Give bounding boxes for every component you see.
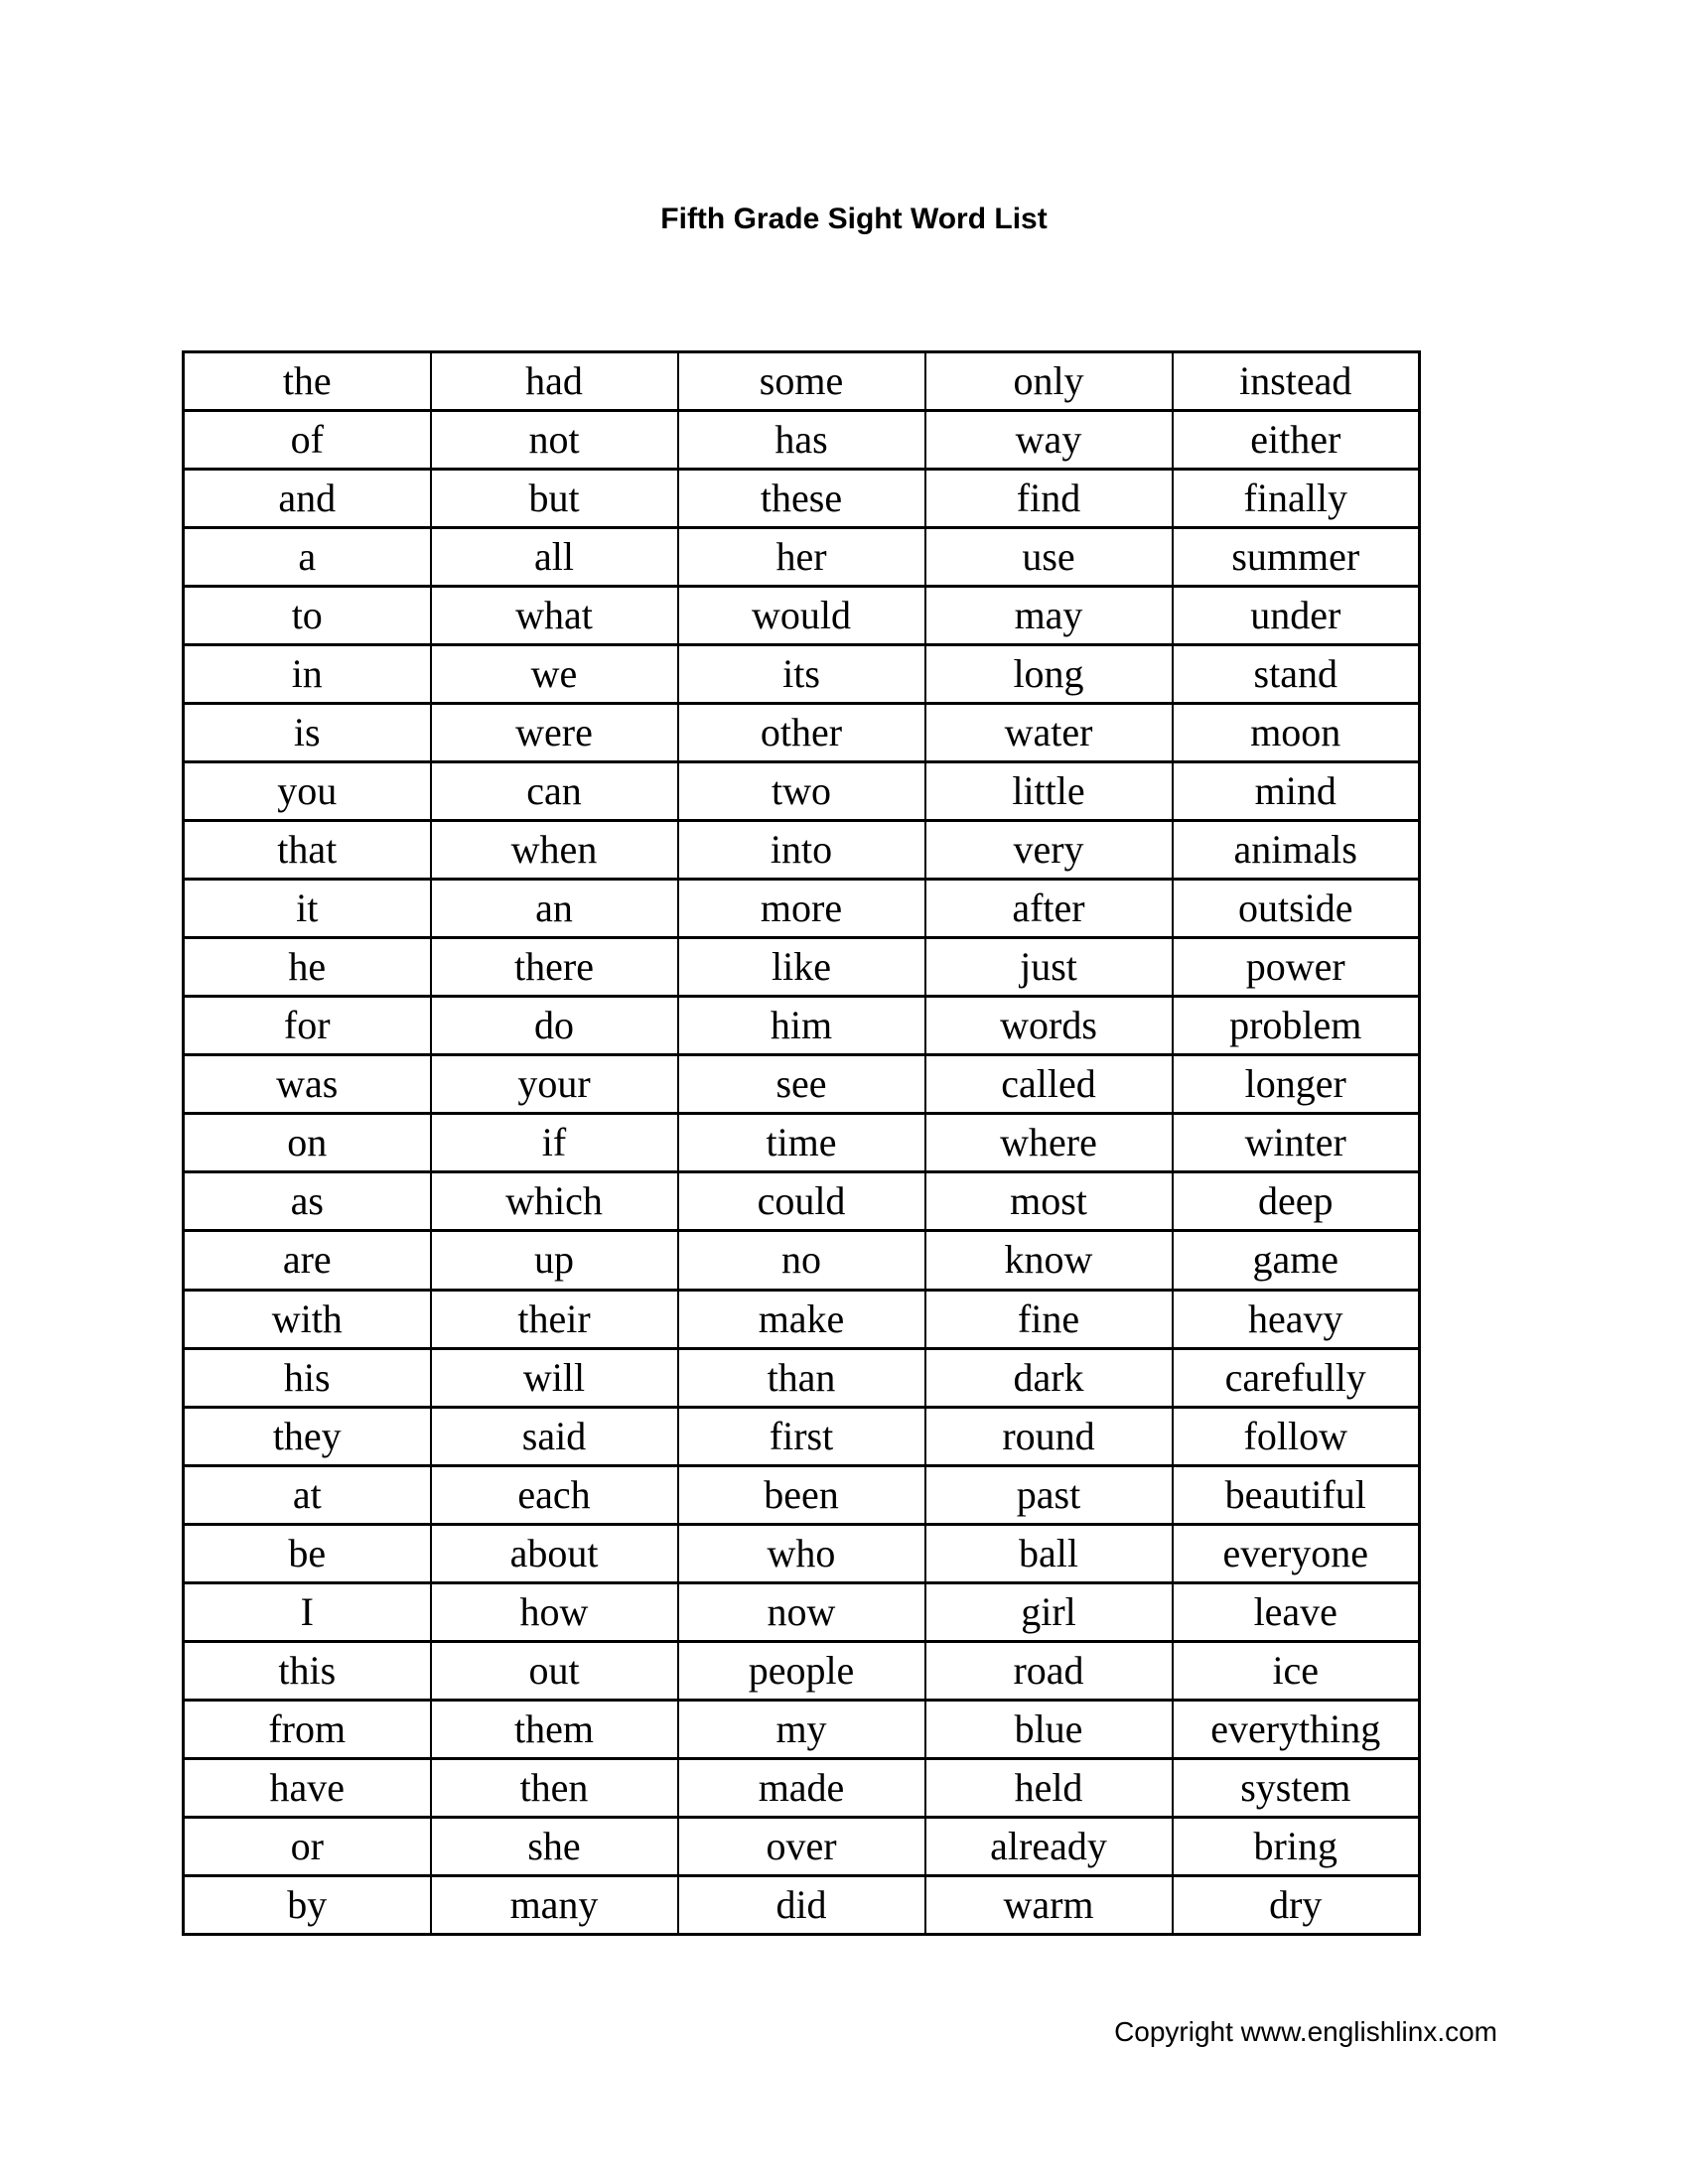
word-row bbox=[184, 1582, 1420, 1641]
word-cell: will bbox=[431, 1348, 678, 1407]
word-cell: was bbox=[184, 1055, 431, 1114]
word-cell: on bbox=[184, 1114, 431, 1172]
word-cell: most bbox=[925, 1172, 1173, 1231]
word-row bbox=[184, 1407, 1420, 1465]
copyright-text: Copyright www.englishlinx.com bbox=[1114, 2016, 1497, 2047]
word-cell: past bbox=[925, 1465, 1173, 1524]
word-cell: animals bbox=[1173, 821, 1420, 880]
word-cell: problem bbox=[1173, 997, 1420, 1055]
word-cell: all bbox=[431, 528, 678, 587]
word-cell: for bbox=[184, 997, 431, 1055]
word-row bbox=[184, 1700, 1420, 1758]
word-cell: game bbox=[1173, 1231, 1420, 1290]
word-cell: could bbox=[678, 1172, 925, 1231]
word-cell: been bbox=[678, 1465, 925, 1524]
word-cell: warm bbox=[925, 1875, 1173, 1934]
word-row bbox=[184, 587, 1420, 645]
word-cell: an bbox=[431, 880, 678, 938]
word-cell: what bbox=[431, 587, 678, 645]
word-cell: heavy bbox=[1173, 1290, 1420, 1348]
word-cell: finally bbox=[1173, 470, 1420, 528]
word-cell: little bbox=[925, 762, 1173, 821]
word-row bbox=[184, 704, 1420, 762]
word-cell: out bbox=[431, 1641, 678, 1700]
word-cell: use bbox=[925, 528, 1173, 587]
word-cell: instead bbox=[1173, 352, 1420, 411]
word-cell: said bbox=[431, 1407, 678, 1465]
word-cell: about bbox=[431, 1524, 678, 1582]
word-cell: two bbox=[678, 762, 925, 821]
word-cell: has bbox=[678, 411, 925, 470]
word-cell: do bbox=[431, 997, 678, 1055]
word-cell: its bbox=[678, 645, 925, 704]
word-cell: his bbox=[184, 1348, 431, 1407]
word-row bbox=[184, 1524, 1420, 1582]
word-cell: just bbox=[925, 938, 1173, 997]
word-cell: a bbox=[184, 528, 431, 587]
word-cell: or bbox=[184, 1817, 431, 1875]
word-cell: your bbox=[431, 1055, 678, 1114]
word-cell: him bbox=[678, 997, 925, 1055]
word-cell: like bbox=[678, 938, 925, 997]
word-cell: ice bbox=[1173, 1641, 1420, 1700]
word-cell: of bbox=[184, 411, 431, 470]
word-cell: girl bbox=[925, 1582, 1173, 1641]
word-cell: round bbox=[925, 1407, 1173, 1465]
word-cell: people bbox=[678, 1641, 925, 1700]
word-row bbox=[184, 352, 1420, 411]
word-cell: made bbox=[678, 1758, 925, 1817]
word-cell: are bbox=[184, 1231, 431, 1290]
word-cell: you bbox=[184, 762, 431, 821]
word-row bbox=[184, 762, 1420, 821]
word-cell: words bbox=[925, 997, 1173, 1055]
word-cell: by bbox=[184, 1875, 431, 1934]
word-cell: everyone bbox=[1173, 1524, 1420, 1582]
word-cell: road bbox=[925, 1641, 1173, 1700]
word-cell: then bbox=[431, 1758, 678, 1817]
word-cell: each bbox=[431, 1465, 678, 1524]
word-cell: but bbox=[431, 470, 678, 528]
word-row bbox=[184, 938, 1420, 997]
word-cell: them bbox=[431, 1700, 678, 1758]
page-title: Fifth Grade Sight Word List bbox=[660, 203, 1048, 235]
word-row bbox=[184, 880, 1420, 938]
word-cell: no bbox=[678, 1231, 925, 1290]
word-cell: water bbox=[925, 704, 1173, 762]
word-cell: my bbox=[678, 1700, 925, 1758]
word-cell: follow bbox=[1173, 1407, 1420, 1465]
word-cell: everything bbox=[1173, 1700, 1420, 1758]
word-cell: as bbox=[184, 1172, 431, 1231]
word-cell: deep bbox=[1173, 1172, 1420, 1231]
word-row bbox=[184, 1055, 1420, 1114]
word-cell: it bbox=[184, 880, 431, 938]
word-cell: under bbox=[1173, 587, 1420, 645]
word-cell: more bbox=[678, 880, 925, 938]
word-cell: may bbox=[925, 587, 1173, 645]
word-cell: in bbox=[184, 645, 431, 704]
word-cell: see bbox=[678, 1055, 925, 1114]
word-row bbox=[184, 1817, 1420, 1875]
word-cell: we bbox=[431, 645, 678, 704]
word-cell: she bbox=[431, 1817, 678, 1875]
word-cell: with bbox=[184, 1290, 431, 1348]
word-row bbox=[184, 1290, 1420, 1348]
word-cell: be bbox=[184, 1524, 431, 1582]
word-cell: outside bbox=[1173, 880, 1420, 938]
sight-word-table bbox=[182, 350, 1421, 1936]
word-cell: have bbox=[184, 1758, 431, 1817]
word-cell: the bbox=[184, 352, 431, 411]
word-row bbox=[184, 645, 1420, 704]
word-cell: would bbox=[678, 587, 925, 645]
word-row bbox=[184, 997, 1420, 1055]
word-cell: their bbox=[431, 1290, 678, 1348]
word-cell: longer bbox=[1173, 1055, 1420, 1114]
word-cell: where bbox=[925, 1114, 1173, 1172]
word-cell: held bbox=[925, 1758, 1173, 1817]
word-cell: dry bbox=[1173, 1875, 1420, 1934]
word-row bbox=[184, 411, 1420, 470]
word-cell: into bbox=[678, 821, 925, 880]
sight-word-table-body bbox=[184, 352, 1420, 1935]
word-row bbox=[184, 821, 1420, 880]
word-cell: long bbox=[925, 645, 1173, 704]
word-row bbox=[184, 1758, 1420, 1817]
word-row bbox=[184, 1465, 1420, 1524]
word-row bbox=[184, 470, 1420, 528]
word-cell: stand bbox=[1173, 645, 1420, 704]
word-cell: first bbox=[678, 1407, 925, 1465]
word-cell: called bbox=[925, 1055, 1173, 1114]
word-cell: system bbox=[1173, 1758, 1420, 1817]
word-cell: moon bbox=[1173, 704, 1420, 762]
word-cell: already bbox=[925, 1817, 1173, 1875]
word-cell: if bbox=[431, 1114, 678, 1172]
word-row bbox=[184, 1114, 1420, 1172]
word-cell: which bbox=[431, 1172, 678, 1231]
word-cell: than bbox=[678, 1348, 925, 1407]
word-cell: fine bbox=[925, 1290, 1173, 1348]
word-cell: is bbox=[184, 704, 431, 762]
word-cell: make bbox=[678, 1290, 925, 1348]
word-cell: from bbox=[184, 1700, 431, 1758]
word-cell: power bbox=[1173, 938, 1420, 997]
word-cell: this bbox=[184, 1641, 431, 1700]
word-cell: bring bbox=[1173, 1817, 1420, 1875]
word-cell: some bbox=[678, 352, 925, 411]
word-cell: how bbox=[431, 1582, 678, 1641]
word-cell: mind bbox=[1173, 762, 1420, 821]
word-cell: not bbox=[431, 411, 678, 470]
word-cell: summer bbox=[1173, 528, 1420, 587]
word-cell: these bbox=[678, 470, 925, 528]
word-cell: there bbox=[431, 938, 678, 997]
word-cell: up bbox=[431, 1231, 678, 1290]
word-cell: did bbox=[678, 1875, 925, 1934]
word-cell: after bbox=[925, 880, 1173, 938]
word-cell: he bbox=[184, 938, 431, 997]
word-cell: over bbox=[678, 1817, 925, 1875]
word-cell: only bbox=[925, 352, 1173, 411]
word-cell: were bbox=[431, 704, 678, 762]
word-cell: when bbox=[431, 821, 678, 880]
word-row bbox=[184, 1641, 1420, 1700]
word-cell: they bbox=[184, 1407, 431, 1465]
word-cell: at bbox=[184, 1465, 431, 1524]
word-cell: way bbox=[925, 411, 1173, 470]
word-row bbox=[184, 1172, 1420, 1231]
word-cell: know bbox=[925, 1231, 1173, 1290]
word-cell: to bbox=[184, 587, 431, 645]
word-cell: carefully bbox=[1173, 1348, 1420, 1407]
word-cell: winter bbox=[1173, 1114, 1420, 1172]
word-cell: dark bbox=[925, 1348, 1173, 1407]
word-row bbox=[184, 1875, 1420, 1934]
word-cell: her bbox=[678, 528, 925, 587]
word-cell: and bbox=[184, 470, 431, 528]
word-cell: time bbox=[678, 1114, 925, 1172]
word-cell: had bbox=[431, 352, 678, 411]
word-cell: many bbox=[431, 1875, 678, 1934]
word-cell: ball bbox=[925, 1524, 1173, 1582]
word-cell: blue bbox=[925, 1700, 1173, 1758]
word-cell: now bbox=[678, 1582, 925, 1641]
word-cell: beautiful bbox=[1173, 1465, 1420, 1524]
word-cell: I bbox=[184, 1582, 431, 1641]
word-cell: who bbox=[678, 1524, 925, 1582]
word-cell: either bbox=[1173, 411, 1420, 470]
word-row bbox=[184, 1348, 1420, 1407]
word-cell: find bbox=[925, 470, 1173, 528]
word-row bbox=[184, 1231, 1420, 1290]
word-cell: can bbox=[431, 762, 678, 821]
word-cell: other bbox=[678, 704, 925, 762]
word-row bbox=[184, 528, 1420, 587]
word-cell: that bbox=[184, 821, 431, 880]
word-cell: very bbox=[925, 821, 1173, 880]
word-cell: leave bbox=[1173, 1582, 1420, 1641]
